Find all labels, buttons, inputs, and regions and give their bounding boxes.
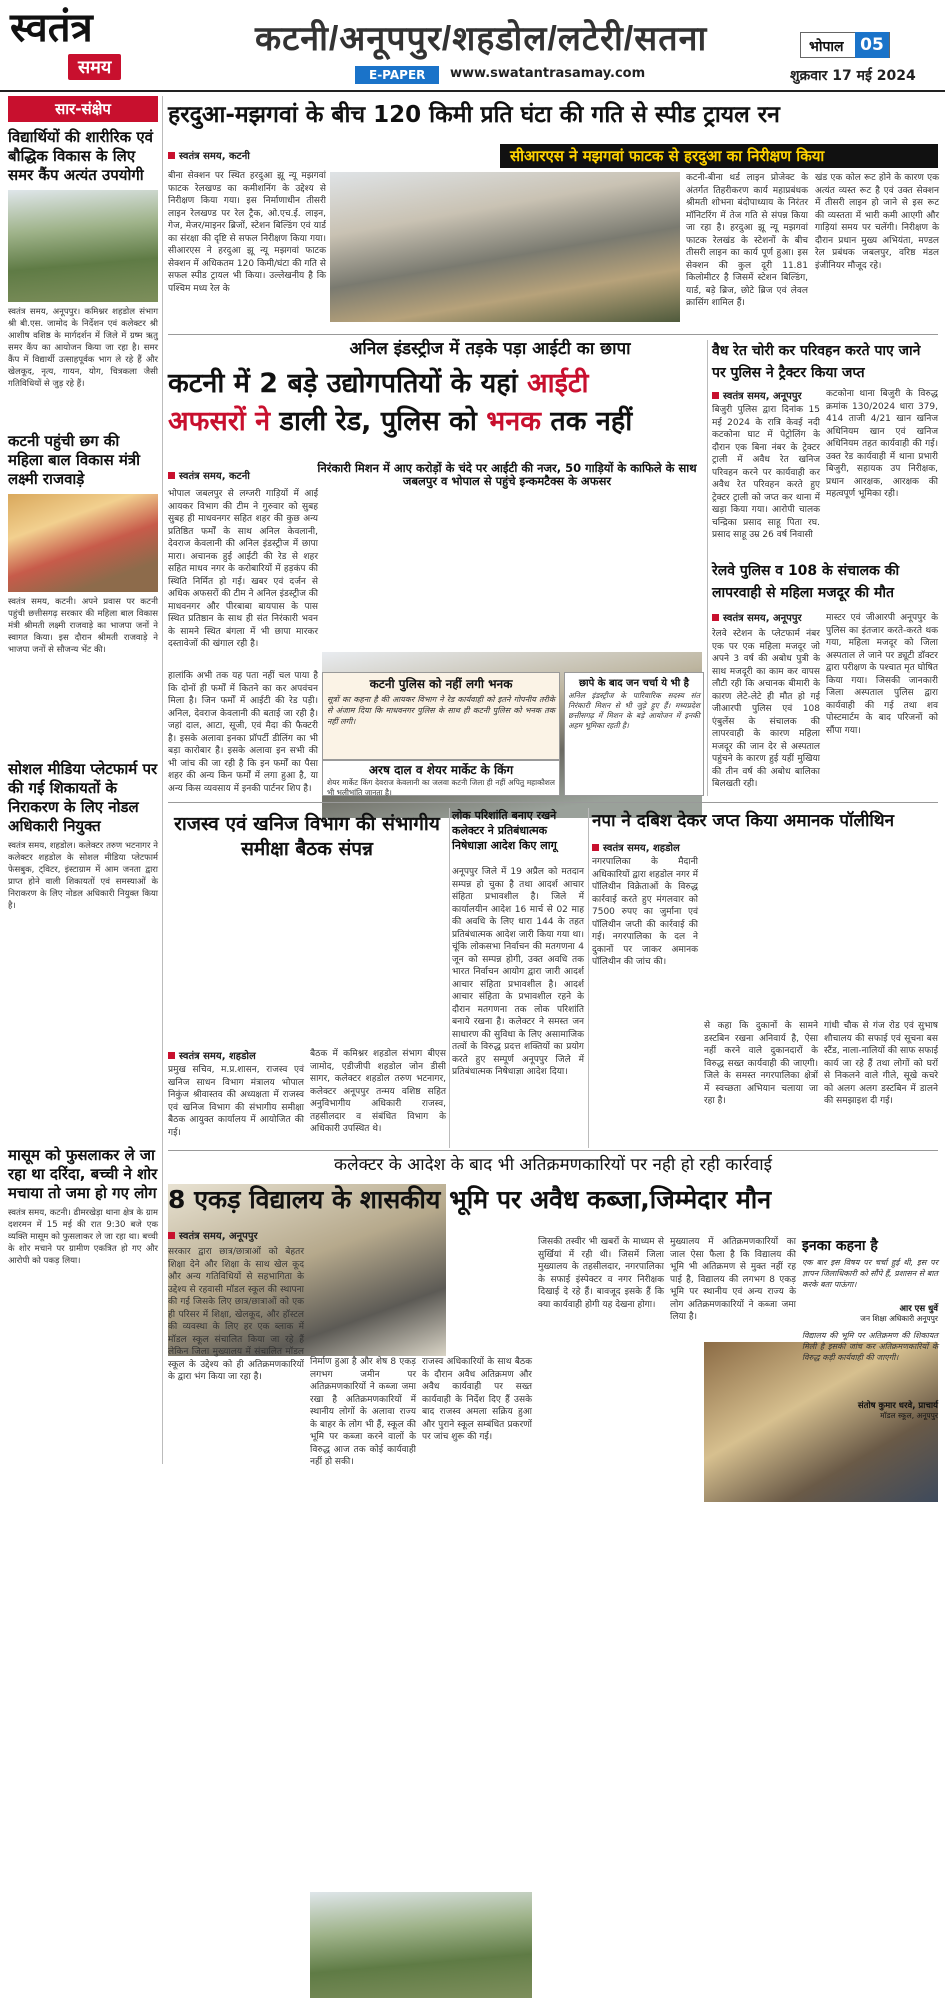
- sidebox-title: अरष दाल व शेयर मार्केट के किंग: [368, 763, 514, 777]
- quote-box: [802, 1236, 938, 1458]
- story-column: मास्टर एवं जीआरपी अनूपपुर के पुलिस का इंतजार करते-करते थक गया, महिला मजदूर को जिला अस्पताल ले जाने पर ड्यूटी डॉक्टर द्वारा परीक्षण के पश्चात मृत घोषित किया गया। जिसकी जानकारी जिला अस्पताल पुलिस द्वारा कार्यवाही की गई तथा शव पोस्टमार्टम के बाद परिजनों को सौंपा गया।: [826, 613, 938, 736]
- story-column: बिजुरी पुलिस द्वारा दिनांक 15 मई 2024 के रात्रि केवई नदी कटकोना घाट में पेट्रोलिंग के दौरान एक बिना नंबर के ट्रेक्टर ट्राली में अवैध रेत खनिज परिवहन करने पर कार्यवाही कर अवैध रेत परिवहन करते हुए ट्रेक्टर ट्राली को जप्त कर थाना में खड़ा किया गया। आरोपी चालक चन्द्रिका प्रसाद साहू पिता रघ. प्रसाद साहू उम्र 26 वर्ष निवासी: [712, 405, 820, 540]
- headline-part: डाली रेड, पुलिस को: [279, 406, 477, 437]
- story-subhead: [500, 144, 938, 168]
- story-kicker: अनिल इंडस्ट्रीज में तड़के पड़ा आईटी का छापा: [349, 339, 631, 359]
- sidebox-title: छापे के बाद जन चर्चा ये भी है: [579, 678, 689, 689]
- story-column: बैठक में कमिश्नर शहडोल संभाग बीएस जामोद, एडीजीपी शहडोल जोन डीसी सागर, कलेक्टर शहडोल तरुण भटनागर, कलेक्टर अनूपपुर तन्मय वशिष्ठ सहित अनुविभागीय अधिकारी राजस्व, तहसीलदार व संबंधित विभाग के अधिकारी उपस्थित थे।: [310, 1049, 446, 1134]
- edition-title: कटनी/अनूपपुर/शहडोल/लटेरी/सतना: [255, 20, 708, 58]
- story-headline: 8 एकड़ विद्यालय के शासकीय भूमि पर अवैध कब्जा,जिम्मेदार मौन: [168, 1185, 772, 1214]
- quote-author-role: जन शिक्षा अधिकारी अनूपपुर: [860, 1314, 938, 1323]
- minister-visit-photo: [8, 494, 158, 592]
- logo-top-text: स्वतंत्र: [10, 4, 93, 51]
- sidebar-story-body: स्वतंत्र समय, अनूपपुर। कमिश्नर शहडोल संभाग श्री बी.एस. जामोद के निर्देशन एवं कलेक्टर श्री आशीष वशिष्ठ के मार्गदर्शन में जिले में ग्रष्म ऋतु समर कैंप का आयोजन किया जा रहा है। समर कैंप में विद्यार्थी उत्साहपूर्वक भाग ले रहे हैं और खेलकूद, नृत्य, गायन, योग, चित्रकला जैसी गतिविधियों से जुड़ रहे हैं।: [8, 307, 158, 389]
- story-column: रेलवे स्टेशन के प्लेटफार्म नंबर एक पर एक महिला मजदूर जो अपने 3 वर्ष की अबोध पुत्री के साथ मजदूरी का काम कर वापस लौटी रही कि अचानक बीमारी के कारण लेटे-लेटे ही मौत हो गई जीआरपी पुलिस एवं 108 एंबुलेंस के संचालक की लापरवाही के कारण महिला मजदूर की जान देर से अस्पताल पहुंचने के कारण हुई यहीं मुखिया की तीन वर्ष की अबोध बालिका बिलखती रही।: [712, 629, 820, 789]
- headline-part: तक नहीं: [550, 406, 633, 437]
- story-column: मुख्यालय में अतिक्रमणकारियों का जाल ऐसा फैला है कि विद्यालय की भूमि भी अतिक्रमण से मुक्त नहीं रह पाई है, विद्यालय की लगभग 8 एकड़ भूमि पर स्थानीय एवं अन्य राज्य के लोग अतिक्रमणकारियों ने कब्जा जमा लिया है।: [670, 1237, 796, 1322]
- story-headline-line1: [168, 368, 703, 399]
- sidebar-header: सार-संक्षेप: [8, 96, 158, 122]
- sidebar-story-title: कटनी पहुंची छग की महिला बाल विकास मंत्री लक्ष्मी राजवाड़े: [8, 432, 141, 488]
- column-divider: [449, 808, 450, 1148]
- inspection-photo: [330, 172, 680, 322]
- story-column: हालांकि अभी तक यह पता नहीं चल पाया है कि दोनों ही फर्मों में कितने का कर अपवंचन मिला है। जिन फर्मों में आईटी की रेड पड़ी। अनिल, देवराज केवलानी की बताई जा रही है। जहां दाल, आटा, सूजी, एवं मैदा की फैक्टरी है। इसके अलावा इनका प्रॉपर्टी डीलिंग का भी बड़ा कारोबार है। इसके अलावा इन सभी की भी जांच की जा रही है कि इन फर्मों का पैसा शहर की अन्य किन फर्मों में लगा हुआ है, या अन्य किस व्यवसाय में इनकी पार्टनर शिप है।: [168, 671, 318, 794]
- quote-author: संतोष कुमार धरवे, प्राचार्य: [857, 1401, 938, 1411]
- sidebar-story-title: विद्यार्थियों की शारीरिक एवं बौद्धिक विकास के लिए समर कैंप अत्यंत उपयोगी: [8, 128, 153, 184]
- story-column: कटनी-बीना थर्ड लाइन प्रोजेक्ट के अंतर्गत तिहरीकरण कार्य महाप्रबंधक श्रीमती शोभना बंदोपाध्याय के निरंतर मॉनिटरिंग में तेज गति से संपन्न किया जा रहा है। हरदुआ झू न्यू मझगवां फाटक रेलखंड के स्टेशनों के बीच तीसरी लाइन का कार्य पूर्ण हुआ। इस सेक्शन की कुल दूरी 11.81 किलोमीटर है जिसमें स्टेशन बिल्डिंग, यार्ड, बड़े ब्रिज, छोटे ब्रिज एवं लेवल क्रासिंग शामिल हैं।: [686, 173, 808, 308]
- story-column: अनूपपुर जिले में 19 अप्रैल को मतदान सम्पन्न हो चुका है तथा आदर्श आचार संहिता प्रभावशील है। जिले में कार्यालयीन आदेश 16 मार्च से 02 माह की अवधि के लिए धारा 144 के तहत प्रतिबंधात्मक आदेश जारी किया गया था। चूंकि लोकसभा निर्वाचन की मतगणना 4 जून को सम्पन्न होगी, उक्त अवधि तक भारत निर्वाचन आयोग द्वारा जारी आदर्श आचार संहिता प्रभावशील है। आदर्श आचार संहिता के प्रभावशील रहने के दौरान मतगणना तक लोक परिशांति बनाये रखना है। कलेक्टर ने समस्त जन साधारण की सुविधा के लिए असामाजिक तत्वों के विरुद्ध प्रदत्त शक्तियों का प्रयोग करते हुए सम्पूर्ण अनूपपुर जिले में प्रतिबंधात्मक निषेधाज्ञा आदेश दिया।: [452, 867, 584, 1077]
- sidebar-story-title: मासूम को फुसलाकर ले जा रहा था दरिंदा, बच्ची ने शोर मचाया तो जमा हो गए लोग: [8, 1146, 158, 1202]
- byline-marker-icon: [168, 472, 175, 479]
- story-kicker: कलेक्टर के आदेश के बाद भी अतिक्रमणकारियों पर नही हो रही कार्रवाई: [334, 1155, 772, 1175]
- story-column: बीना सेक्शन पर स्थित हरदुआ झू न्यू मझगवां फाटक रेलखण्ड का कमीशनिंग के उद्देश्य से निरीक्षण किया गया। इस निर्माणाधीन तीसरी लाइन रेलखण्ड पर रेल ट्रैक, ओ.एच.ई. लाइन, गेज, मेजर/माइनर ब्रिजों, स्टेशन बिल्डिंग एवं यार्ड का संरक्षा की दृष्टि से सफल निरीक्षण किया गया। सीआरएस ने हरदुआ झू न्यू मझगवां फाटक सेक्शन में अधिकतम 120 किमी/घंटा की गति से सफल स्पीड ट्रायल भी किया। उल्लेखनीय है कि पश्चिम मध्य रेल के: [168, 171, 326, 294]
- story-headline: हरदुआ-मझगवां के बीच 120 किमी प्रति घंटा की गति से स्पीड ट्रायल रन: [168, 102, 780, 128]
- sidebar-story-2[interactable]: [8, 432, 158, 754]
- page-indicator: [800, 32, 890, 58]
- sidebox-title: कटनी पुलिस को नहीं लगी भनक: [369, 677, 513, 691]
- headline-part-highlight: अफसरों ने: [168, 406, 271, 437]
- sidebar-story-3[interactable]: [8, 760, 158, 1140]
- story-column: भोपाल जबलपुर से लग्जरी गाड़ियों में आई आयकर विभाग की टीम ने गुरुवार को सुबह सुबह ही माधवनगर सहित शहर की कुछ अन्य प्रतिष्ठित फर्मों के साथ अनिल केवलानी, देवराज केवलानी की अनिल इंडस्ट्रीज में छापा मारा। अचानक हुई आईटी की रेड से शहर सहित माधव नगर के करोबारियों में हड़कंप की स्थिति निर्मित हो गई। खबर एवं दर्जन से अधिक अफसरों की टीम ने अनिल इंडस्ट्रीज की माधवनगर और पीरबाबा बायपास के पास स्थित प्रतिष्ठान के साथ ही संत निरंकारी भवन के सामने स्थित बंगला में भी छापा मारकर दस्तावेजों की खंगाल रही है।: [168, 489, 318, 649]
- page-number: 05: [855, 32, 889, 58]
- sidebox-body: शेयर मार्केट किंग देवराज केवलानी का जलवा कटनी जिला ही नहीं अपितु महाकौशल भी भलीभांति जानता है।: [327, 778, 555, 797]
- story-column: गांधी चौक से गंज रोड एवं सुभाष शौचालय की सफाई एवं सूचना बस स्टैंड, नाला-नालियों की साफ सफाई कार्य जा रहे हैं तथा लोगों को घरों से निकलने वाले गीले, सूखे कचरे को अलग अलग डस्टबिन में डालने की समझाइश दी गई।: [824, 1021, 938, 1106]
- story-column: निर्माण हुआ है और शेष 8 एकड़ लगभग जमीन पर अतिक्रमणकारियों ने कब्जा जमा रखा है अतिक्रमणकारियों में स्थानीय लोगों के अलावा राज्य के बाहर के लोग भी हैं, स्कूल की भूमि पर कब्जा करने वालों के विरुद्ध आज तक कोई कार्यवाही नहीं हो सकी।: [310, 1357, 416, 1467]
- column-divider: [588, 808, 589, 1148]
- story-byline: [168, 1048, 256, 1062]
- logo-bottom-text: समय: [68, 54, 121, 80]
- story-column: कटकोना थाना बिजुरी के विरुद्ध क्रमांक 130/2024 धारा 379, 414 ताजी 4/21 खान खनिज अधिनियम खान एवं खनिज अधिनियम तहत कार्यवाही की गई। उक्त रेड कार्यवाही में थाना प्रभारी बिजुरी, सहायक उप निरीक्षक, प्रधान आरक्षक, आरक्षक की महत्वपूर्ण भूमिका रही।: [826, 389, 938, 499]
- headline-part-highlight: भनक: [486, 406, 541, 437]
- summer-camp-photo: [8, 190, 158, 302]
- story-subhead: निरंकारी मिशन में आए करोड़ों के चंदे पर आईटी की नजर, 50 गाड़ियों के काफिले के साथ जबलपुर व भोपाल से पहुंचे इन्कमटैक्स के अफसर: [317, 461, 697, 489]
- byline-marker-icon: [168, 1232, 175, 1239]
- story-column: से कहा कि दुकानों के सामने डस्टबिन रखना अनिवार्य है, ऐसा नहीं करने वाले दुकानदारों के विरुद्ध सख्त कार्यवाही की जाएगी। जिले के समस्त नगरपालिका क्षेत्रों में स्वच्छता अभियान चलाया जा रहा है।: [704, 1021, 818, 1106]
- byline-text: स्वतंत्र समय, शहडोल: [179, 1051, 256, 1062]
- column-divider: [707, 340, 708, 796]
- dateline: शुक्रवार 17 मई 2024: [790, 68, 916, 84]
- story-column: नगरपालिका के मैदानी अधिकारियों द्वारा शहडोल नगर में पॉलिथीन विक्रेताओं के विरुद्ध कार्रवाई करते हुए मंगलवार को 7500 रुपए का जुर्माना एवं पॉलिथीन जप्ती की कार्रवाई की गई। नगरपालिका के दल ने दुकानों पर जाकर अमानक पॉलिथीन की जांच की।: [592, 857, 698, 967]
- story-headline: लोक परिशांति बनाए रखने कलेक्टर ने प्रतिबंधात्मक निषेधाज्ञा आदेश किए लागू: [452, 809, 557, 852]
- byline-text: स्वतंत्र समय, शहडोल: [603, 843, 680, 854]
- story-column: सरकार द्वारा छात्र/छात्राओं को बेहतर शिक्षा देने और शिक्षा के साथ खेल कूद और अन्य गतिविधियों से सहभागिता के उद्देश्य से रहवासी मॉडल स्कूल की स्थापना की गई जिसके लिए छात्र/छात्राओं को एक ही परिसर में शिक्षा, खेलकूद, और हॉस्टल की व्यवस्था के लिए हर एक ब्लाक में मॉडल स्कूल संचालित किया जा रहे हैं लेकिन जिला मुख्यालय में संचालित मॉडल स्कूल के उद्देश्य को ही अतिक्रमणकारियों के द्वारा भंग किया जा रहा है।: [168, 1247, 304, 1382]
- quote-body: विद्यालय की भूमि पर अतिक्रमण की शिकायत मिली है इसकी जांच कर अतिक्रमणकारियों के विरुद्ध कड़ी कार्यवाही की जाएगी।: [802, 1331, 938, 1362]
- byline-marker-icon: [712, 392, 719, 399]
- byline-marker-icon: [168, 1052, 175, 1059]
- byline-text: स्वतंत्र समय, कटनी: [179, 151, 250, 162]
- quote-author: आर एस धुर्वे: [899, 1304, 938, 1314]
- newspaper-logo[interactable]: [10, 6, 160, 86]
- byline-text: स्वतंत्र समय, अनूपपुर: [723, 613, 802, 624]
- headline-part: कटनी में 2 बड़े उद्योगपतियों के यहां: [168, 368, 518, 399]
- subhead-text: सीआरएस ने मझगवां फाटक से हरदुआ का निरीक्षण किया: [510, 147, 825, 165]
- section-divider: [168, 334, 938, 335]
- sidebar-story-1[interactable]: [8, 128, 158, 426]
- sidebox-body: अनिल इंडस्ट्रीज के पारिवारिक सदस्य संत निरंकारी मिशन से भी जुड़े हुए हैं। मध्यप्रदेश छत्तीसगढ़ में मिशन के बड़े आयोजन में इनकी अहम भूमिका रहती है।: [568, 691, 700, 730]
- section-divider: [168, 802, 938, 803]
- story-column: खंड एक कोल रूट होने के कारण एक अत्यंत व्यस्त रूट है एवं उक्त सेक्शन में तीसरी लाइन हो जाने से इस रूट की व्यस्तता में भारी कमी आएगी और गाड़ियां समय पर चलेंगी। निरीक्षण के दौरान प्रधान मुख्य अभियंता, मण्डल रेल प्रबंधक जबलपुर, वरिष्ठ मंडल इंजीनियर मौजूद रहे।: [815, 173, 939, 271]
- byline-text: स्वतंत्र समय, अनूपपुर: [723, 391, 802, 402]
- epaper-badge: E-PAPER: [355, 66, 439, 84]
- story-headline: राजस्व एवं खनिज विभाग की संभागीय समीक्षा बैठक संपन्न: [174, 813, 440, 860]
- sidebar-story-body: स्वतंत्र समय, कटनी। अपने प्रवास पर कटनी पहुंची छत्तीसगढ़ सरकार की महिला बाल विकास मंत्री श्रीमती लक्ष्मी राजवाड़े का भाजपा जनों ने स्वागत किया। इस दौरान श्रीमती राजवाड़े ने भाजपा जनों से सौजन्य भेंट की।: [8, 597, 158, 655]
- story-headline: रेलवे पुलिस व 108 के संचालक की लापरवाही से महिला मजदूर की मौत: [712, 563, 900, 601]
- quote-body: एक बार इस विषय पर चर्चा हुई थी, इस पर ज्ञापन जिलाधिकारी को सौंपे हैं, प्रशासन से बात करके बता पाऊंगा।: [802, 1258, 938, 1289]
- sidebar-summary: [8, 96, 158, 1466]
- story-column: प्रमुख सचिव, म.प्र.शासन, राजस्व एवं खनिज साधन विभाग मंत्रालय भोपाल निकुंज श्रीवास्तव की अध्यक्षता में राजस्व एवं खनिज विभाग की संभागीय समीक्षा बैठक आयुक्त कार्यालय में आयोजित की गई।: [168, 1065, 304, 1138]
- story-byline: [168, 1228, 258, 1242]
- byline-marker-icon: [592, 844, 599, 851]
- edition-city: भोपाल: [809, 39, 844, 55]
- sidebox-police: [322, 672, 560, 760]
- headline-part-highlight: आईटी: [527, 368, 589, 399]
- sidebox-discussion: [564, 672, 704, 796]
- encroached-land-photo: [310, 1892, 532, 1998]
- story-column: राजस्व अधिकारियों के साथ बैठक के दौरान अवैध अतिक्रमण और अवैध कार्यवाही पर सख्त कार्यवाही के निर्देश दिए हैं उसके बाद राजस्व अमला सक्रिय हुआ और पुराने स्कूल सम्बंधित प्रकरणों पर जांच शुरू की गई।: [422, 1357, 532, 1442]
- column-divider: [162, 96, 163, 1464]
- story-byline: [592, 840, 680, 854]
- story-column: जिसकी तस्वीर भी खबरों के माध्यम से सुर्खियां में रही थी। जिसमें जिला मुख्यालय के तहसीलदार, नगरपालिका के सफाई इंस्पेक्टर व नगर निरीक्षक दिखाई दे रहे हैं। बावजूद इसके हैं कि क्या कार्यवाही होगी यह देखना होगा।: [538, 1237, 664, 1310]
- section-divider: [168, 1150, 938, 1151]
- story-headline: नपा ने दबिश देकर जप्त किया अमानक पॉलीथिन: [592, 811, 895, 831]
- sidebox-body: सूत्रों का कहना है की आयकर विभाग ने रेड कार्यवाही को इतने गोपनीय तरीके से अंजाम दिया कि माधवनगर पुलिस के साथ ही कटनी पुलिस को भनक तक नहीं लगी।: [327, 695, 555, 726]
- quote-title: इनका कहना है: [802, 1238, 878, 1254]
- quote-author-role: मॉडल स्कूल, अनूपपुर: [880, 1411, 938, 1420]
- byline-marker-icon: [712, 614, 719, 621]
- masthead: [0, 0, 945, 92]
- sidebar-story-4[interactable]: [8, 1146, 158, 1537]
- sidebar-story-body: स्वतंत्र समय, कटनी। ढीमरखेड़ा थाना क्षेत्र के ग्राम दशरमन में 15 मई की रात 9:30 बजे एक व्यक्ति मासूम को फुसलाकर ले जा रहा था। बच्ची के शोर मचाने पर ग्रामीण एकत्रित हो गए और आरोपी को पकड़ लिया।: [8, 1208, 158, 1266]
- story-byline: [168, 148, 250, 162]
- website-link[interactable]: www.swatantrasamay.com: [450, 66, 646, 81]
- story-headline-line2: [168, 406, 703, 437]
- sidebar-story-body: स्वतंत्र समय, शहडोल। कलेक्टर तरुण भटनागर ने कलेक्टर शहडोल के सोशल मीडिया प्लेटफार्म फेसबुक, ट्विटर, इंस्टाग्राम में आम जनता द्वारा प्राप्त होने वाली शिकायतों एवं समस्याओं के निराकरण के लिए नोडल अधिकारी नियुक्त किया है।: [8, 841, 158, 911]
- sidebar-story-title: सोशल मीडिया प्लेटफार्म पर की गई शिकायतों के निराकरण के लिए नोडल अधिकारी नियुक्त: [8, 760, 158, 835]
- sidebox-king: [322, 760, 560, 796]
- story-byline: [168, 468, 250, 482]
- story-headline: वैध रेत चोरी कर परिवहन करते पाए जाने पर पुलिस ने ट्रैक्टर किया जप्त: [712, 343, 921, 381]
- byline-marker-icon: [168, 152, 175, 159]
- byline-text: स्वतंत्र समय, कटनी: [179, 471, 250, 482]
- story-byline: [712, 610, 802, 624]
- story-byline: [712, 388, 802, 402]
- byline-text: स्वतंत्र समय, अनूपपुर: [179, 1231, 258, 1242]
